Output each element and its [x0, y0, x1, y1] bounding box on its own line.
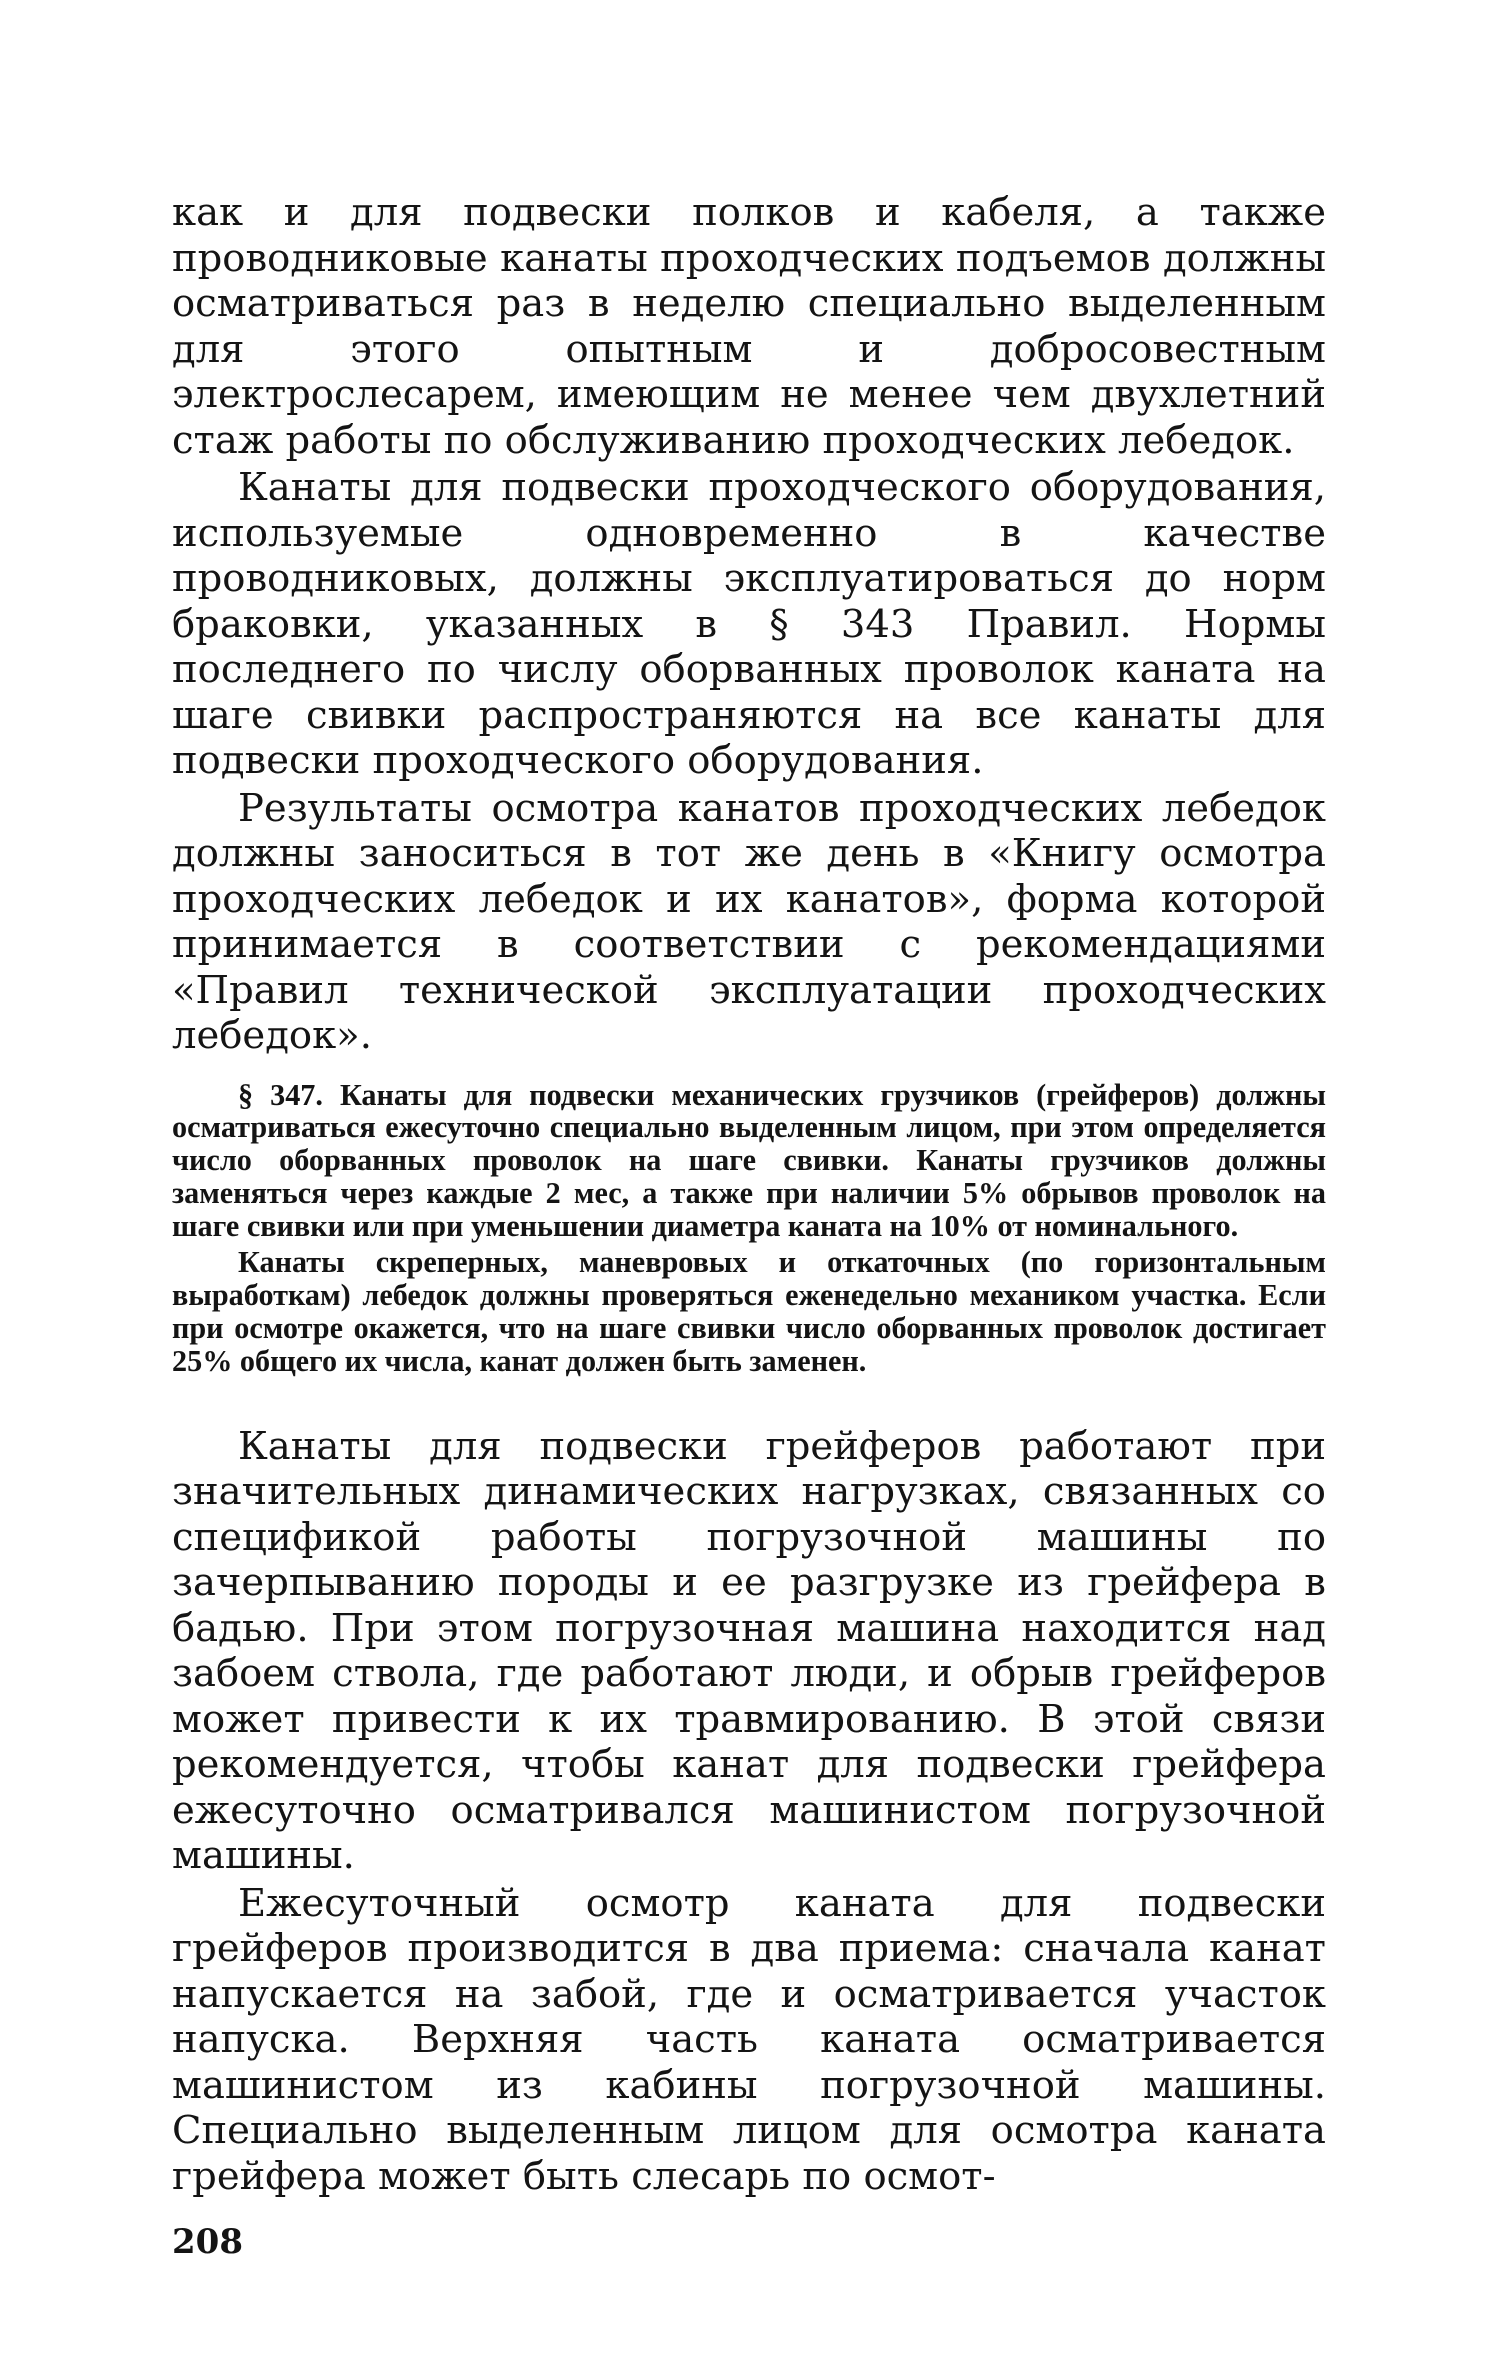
- page-number: 208: [172, 2222, 243, 2262]
- page-text: [172, 190, 1326, 2199]
- rule-paragraph-347: § 347. Канаты для подвески механических грузчиков (грейферов) должны осматриваться ежесуточно специально выделенным лицом, при этом определяется число оборванных проволок на шаге свивки. Канаты грузчиков должны заменяться через каждые 2 мес, а также при наличии 5% обрывов проволок на шаге свивки или при уменьшении диаметра каната на 10% от номинального.: [172, 1077, 1326, 1243]
- paragraph-continued: как и для подвески полков и кабеля, а также проводниковые канаты проходческих подъемов должны осматриваться раз в неделю специально выделенным для этого опытным и добросовестным электрослесарем, имеющим не менее чем двухлетний стаж работы по обслуживанию проходческих лебедок.: [172, 190, 1326, 463]
- paragraph: Канаты для подвески проходческого оборудования, используемые одновременно в качестве проводниковых, должны эксплуатироваться до норм браковки, указанных в § 343 Правил. Нормы последнего по числу оборванных проволок каната на шаге свивки распространяются на все канаты для подвески проходческого оборудования.: [172, 465, 1326, 783]
- rule-paragraph: Канаты скреперных, маневровых и откаточных (по горизонтальным выработкам) лебедок должны проверяться еженедельно механиком участка. Если при осмотре окажется, что на шаге свивки число оборванных проволок достигает 25% общего их числа, канат должен быть заменен.: [172, 1245, 1326, 1378]
- paragraph: Канаты для подвески грейферов работают при значительных динамических нагрузках, связанных со спецификой работы погрузочной машины по зачерпыванию породы и ее разгрузке из грейфера в бадью. При этом погрузочная машина находится над забоем ствола, где работают люди, и обрыв грейферов может привести к их травмированию. В этой связи рекомендуется, чтобы канат для подвески грейфера ежесуточно осматривался машинистом погрузочной машины.: [172, 1423, 1326, 1879]
- paragraph: Результаты осмотра канатов проходческих лебедок должны заноситься в тот же день в «Книгу осмотра проходческих лебедок и их канатов», форма которой принимается в соответствии с рекомендациями «Правил технической эксплуатации проходческих лебедок».: [172, 785, 1326, 1058]
- paragraph: Ежесуточный осмотр каната для подвески грейферов производится в два приема: сначала канат напускается на забой, где и осматривается участок напуска. Верхняя часть каната осматривается машинистом из кабины погрузочной машины. Специально выделенным лицом для осмотра каната грейфера может быть слесарь по осмот-: [172, 1880, 1326, 2199]
- rule-text-block: [172, 1079, 1326, 1378]
